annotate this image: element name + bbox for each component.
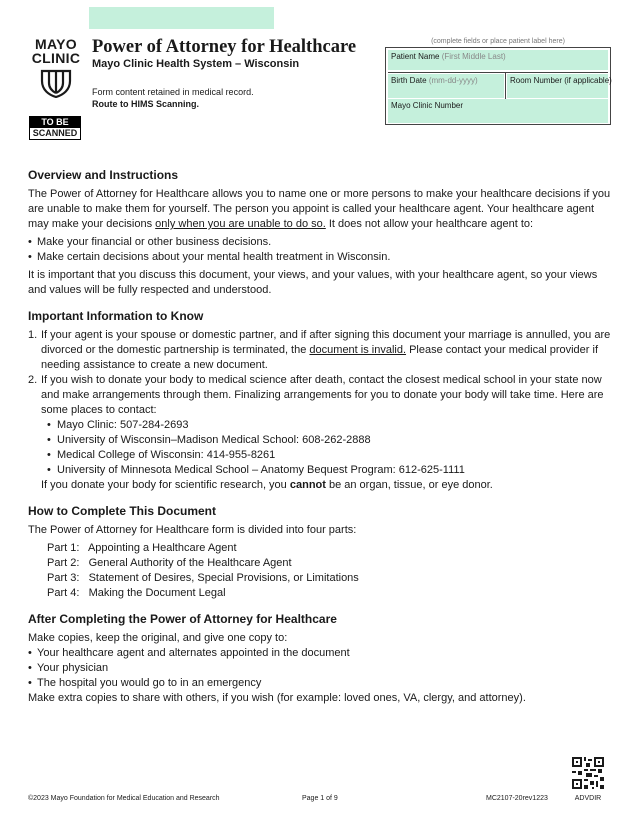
room-number-label: Room Number (if applicable) xyxy=(510,76,612,85)
mayo-clinic-number-field[interactable] xyxy=(388,99,608,123)
list-item: 1. If your agent is your spouse or domestic partner, and if after signing this document your marriage is annulled, you are divorced or the domestic partnership is terminated, the document is invalid. Please contact your medical provider if needing assistance to create a new document. xyxy=(28,329,611,371)
footer-form-number: MC2107-20rev1223 xyxy=(486,795,548,802)
contact-item: • University of Minnesota Medical School – Anatomy Bequest Program: 612-625-1111 xyxy=(47,463,612,478)
route-text: Route to HIMS Scanning. xyxy=(92,99,199,109)
retained-text: Form content retained in medical record. xyxy=(92,87,254,97)
important-list xyxy=(28,328,612,493)
contact-list xyxy=(47,418,612,478)
list-item: • Make your financial or other business decisions. xyxy=(28,235,612,250)
room-number-field[interactable] xyxy=(507,74,612,98)
overview-heading: Overview and Instructions xyxy=(28,168,179,182)
overview-bullets xyxy=(28,235,612,265)
mayo-clinic-logo xyxy=(28,37,84,104)
document-body xyxy=(28,168,612,717)
list-item: • Your physician xyxy=(28,661,612,676)
birth-date-placeholder: (mm-dd-yyyy) xyxy=(428,76,478,85)
scanned-line-1: TO BE xyxy=(30,117,80,128)
part-item: Part 2: General Authority of the Healthcare Agent xyxy=(47,557,292,569)
patient-label-hint: (complete fields or place patient label here) xyxy=(431,38,565,45)
part-item: Part 4: Making the Document Legal xyxy=(47,587,226,599)
list-item: 2. If you wish to donate your body to medical science after death, contact the closest medical school in your state now and make arrangements through them. Finalizing arrangements for you to donate your body will take time. Here are some places to contact: • Mayo Clinic: 507-284-2693 • University of Wisconsin–Madison Medical School: 608-262-2888 • Medical College of Wisconsin: 414-955-8261 • University of Minnesota Medical School – Anatomy Bequest Program: 612-625-1111 If you donate your body for scientific research, you cannot be an organ, tissue, or eye donor. xyxy=(28,373,612,493)
top-color-band xyxy=(89,7,274,29)
patient-name-label: Patient Name xyxy=(391,52,440,61)
field-divider xyxy=(388,72,608,73)
contact-item: • University of Wisconsin–Madison Medical School: 608-262-2888 xyxy=(47,433,612,448)
important-heading: Important Information to Know xyxy=(28,309,204,323)
routing-note xyxy=(92,86,254,110)
birth-date-field[interactable] xyxy=(388,74,504,98)
footer-copyright: ©2023 Mayo Foundation for Medical Education and Research xyxy=(28,795,220,802)
list-item: • Make certain decisions about your mental health treatment in Wisconsin. xyxy=(28,250,612,265)
overview-paragraph-1: The Power of Attorney for Healthcare allows you to name one or more persons to make your healthcare decisions if you are unable to make them for yourself. The person you appoint is called your healthcare agent. Your healthcare agent may make your decisions only when you are unable to do so. It does not allow your healthcare agent to: xyxy=(28,188,611,230)
field-divider-vertical xyxy=(505,73,506,99)
after-heading: After Completing the Power of Attorney for Healthcare xyxy=(28,612,337,626)
scanned-line-2: SCANNED xyxy=(32,128,78,138)
page-subtitle: Mayo Clinic Health System – Wisconsin xyxy=(92,58,300,70)
contact-item: • Medical College of Wisconsin: 414-955-8261 xyxy=(47,448,612,463)
logo-word-clinic: CLINIC xyxy=(31,50,81,66)
howto-heading: How to Complete This Document xyxy=(28,504,217,518)
list-item: • Your healthcare agent and alternates appointed in the document xyxy=(28,646,612,661)
list-item: • The hospital you would go to in an emergency xyxy=(28,676,612,691)
howto-intro: The Power of Attorney for Healthcare form is divided into four parts: xyxy=(28,524,357,536)
overview-paragraph-2: It is important that you discuss this document, your views, and your values, with your healthcare agent, so your views and values will be fully respected and understood. xyxy=(28,269,598,296)
patient-name-placeholder: (First Middle Last) xyxy=(441,52,506,61)
patient-name-field[interactable] xyxy=(388,50,608,70)
parts-list xyxy=(47,541,612,601)
footer-page-number: Page 1 of 9 xyxy=(302,795,338,802)
part-item: Part 1: Appointing a Healthcare Agent xyxy=(47,542,237,554)
after-outro: Make extra copies to share with others, if you wish (for example: loved ones, VA, clergy, and attorney). xyxy=(28,692,526,704)
overview-section xyxy=(28,168,612,298)
page-title: Power of Attorney for Healthcare xyxy=(92,37,357,57)
qr-code-icon xyxy=(572,757,604,789)
contact-item: • Mayo Clinic: 507-284-2693 xyxy=(47,418,612,433)
patient-label-box xyxy=(385,47,611,125)
after-intro: Make copies, keep the original, and give one copy to: xyxy=(28,632,288,644)
birth-date-label: Birth Date xyxy=(391,76,427,85)
after-section xyxy=(28,612,612,706)
important-section xyxy=(28,309,612,493)
shields-icon xyxy=(37,68,75,98)
part-item: Part 3: Statement of Desires, Special Provisions, or Limitations xyxy=(47,572,359,584)
advdir-code: ADVDIR xyxy=(574,795,602,802)
logo-word-mayo: MAYO xyxy=(35,36,77,52)
howto-section xyxy=(28,504,612,601)
after-bullets xyxy=(28,646,612,691)
mayo-clinic-number-label: Mayo Clinic Number xyxy=(391,101,464,110)
to-be-scanned-stamp xyxy=(29,116,81,140)
donation-note: If you donate your body for scientific research, you cannot be an organ, tissue, or eye donor. xyxy=(41,479,493,491)
